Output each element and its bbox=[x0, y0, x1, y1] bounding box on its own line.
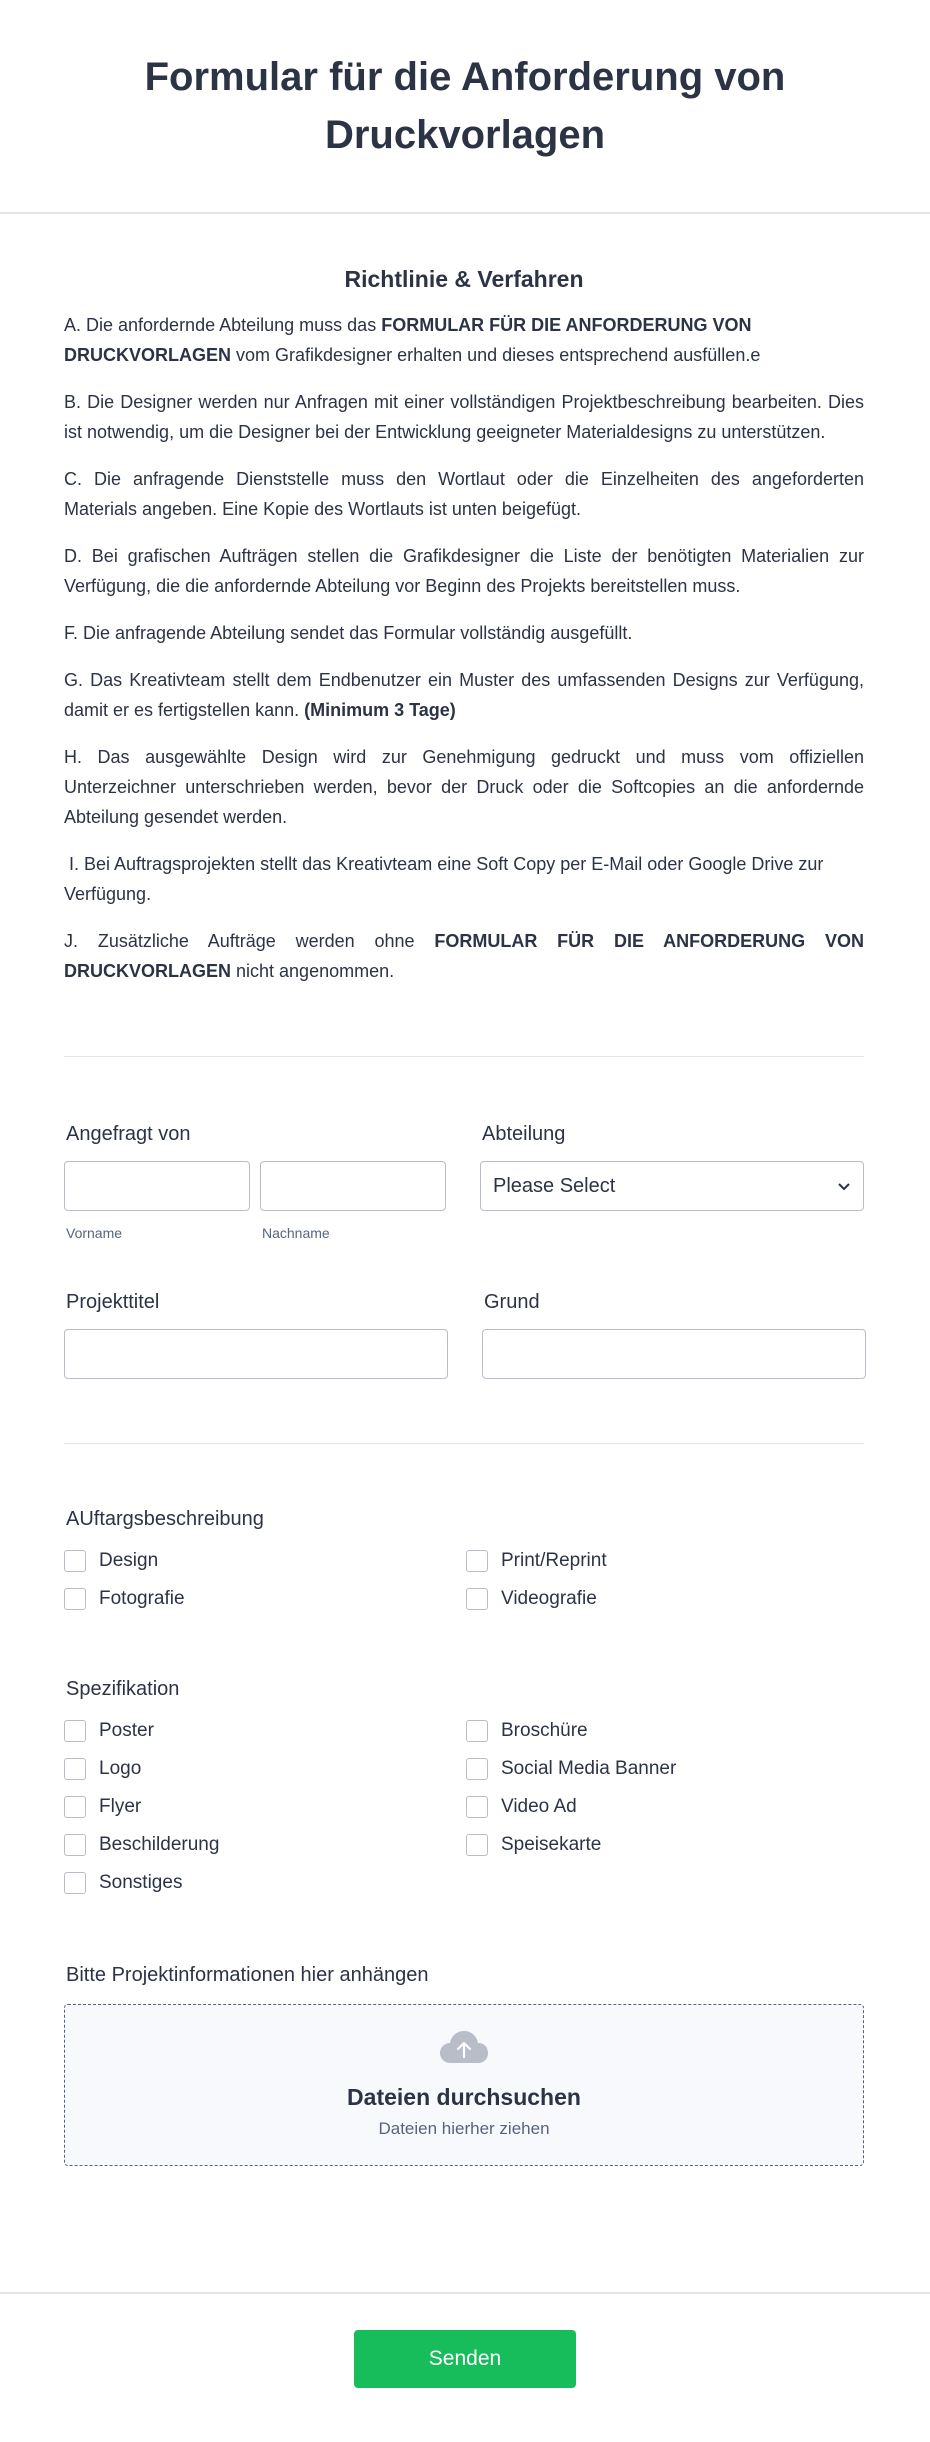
checkbox[interactable] bbox=[466, 1796, 488, 1818]
last-name-group bbox=[260, 1161, 446, 1241]
checkbox-label: Design bbox=[99, 1550, 159, 1571]
policy-a-text: A. Die anfordernde Abteilung muss das bbox=[64, 315, 382, 335]
project-title-label: Projekttitel bbox=[66, 1291, 160, 1313]
checkbox-label: Logo bbox=[99, 1758, 142, 1779]
requested-by-label: Angefragt von bbox=[66, 1123, 191, 1145]
name-inputs bbox=[64, 1161, 446, 1241]
policy-item-f: F. Die anfragende Abteilung sendet das Formular vollständig ausgefüllt. bbox=[64, 623, 633, 643]
checkbox-label: Broschüre bbox=[501, 1720, 588, 1741]
divider bbox=[64, 1056, 864, 1057]
department-selected-value: Please Select bbox=[493, 1174, 616, 1197]
first-name-input[interactable] bbox=[64, 1161, 250, 1211]
checkbox-label: Fotografie bbox=[99, 1588, 185, 1609]
checkbox-option[interactable] bbox=[64, 1788, 466, 1826]
chevron-down-icon bbox=[837, 1175, 851, 1198]
first-name-sublabel: Vorname bbox=[66, 1225, 123, 1241]
department-field bbox=[480, 1121, 864, 1241]
checkbox[interactable] bbox=[64, 1758, 86, 1780]
checkbox-option[interactable] bbox=[466, 1826, 868, 1864]
cloud-upload-icon bbox=[439, 2029, 489, 2070]
specification-options bbox=[64, 1712, 864, 1902]
checkbox-label: Sonstiges bbox=[99, 1872, 183, 1893]
policy-g-bold: (Minimum 3 Tage) bbox=[304, 700, 456, 720]
checkbox[interactable] bbox=[466, 1720, 488, 1742]
specification-label: Spezifikation bbox=[66, 1678, 180, 1700]
checkbox[interactable] bbox=[64, 1550, 86, 1572]
policy-heading: Richtlinie & Verfahren bbox=[344, 266, 584, 292]
checkbox-label: Flyer bbox=[99, 1796, 142, 1817]
reason-field bbox=[482, 1289, 866, 1379]
file-dropzone[interactable] bbox=[64, 2004, 864, 2166]
checkbox-option[interactable] bbox=[64, 1864, 466, 1902]
checkbox-option[interactable] bbox=[64, 1750, 466, 1788]
reason-label: Grund bbox=[484, 1291, 540, 1313]
policy-item-h: H. Das ausgewählte Design wird zur Genehmigung gedruckt und muss vom offiziellen Unterzeichner unterschrieben werden, bevor der Druck oder die Softcopies an die anfordernde Abteilung gesendet werden. bbox=[64, 747, 864, 827]
policy-g-text: G. Das Kreativteam stellt dem Endbenutzer ein Muster des umfassenden Designs zur Verfügung, damit er es fertigstellen kann. bbox=[64, 670, 864, 720]
checkbox-option[interactable] bbox=[466, 1750, 868, 1788]
checkbox-option[interactable] bbox=[466, 1788, 868, 1826]
submit-button[interactable]: Senden bbox=[354, 2330, 576, 2388]
checkbox-label: Video Ad bbox=[501, 1796, 577, 1817]
policy-item-d: D. Bei grafischen Aufträgen stellen die Grafikdesigner die Liste der benötigten Materialien zur Verfügung, die die anfordernde Abteilung vor Beginn des Projekts bereitstellen muss. bbox=[64, 546, 864, 596]
form-header bbox=[0, 0, 930, 214]
checkbox-option[interactable] bbox=[64, 1580, 466, 1618]
checkbox[interactable] bbox=[64, 1720, 86, 1742]
project-title-input[interactable] bbox=[64, 1329, 448, 1379]
browse-files-title[interactable]: Dateien durchsuchen bbox=[347, 2084, 581, 2110]
checkbox[interactable] bbox=[64, 1796, 86, 1818]
policy-item-j bbox=[64, 926, 864, 986]
policy-j-text-end: nicht angenommen. bbox=[231, 961, 395, 981]
checkbox-option[interactable] bbox=[64, 1542, 466, 1580]
policy-item-i: I. Bei Auftragsprojekten stellt das Kreativteam eine Soft Copy per E-Mail oder Google Drive zur Verfügung. bbox=[64, 854, 829, 904]
last-name-sublabel: Nachname bbox=[262, 1225, 330, 1241]
upload-field bbox=[64, 1962, 864, 2166]
policy-a-text-end: vom Grafikdesigner erhalten und dieses entsprechend ausfüllen.e bbox=[231, 345, 761, 365]
order-description-field bbox=[64, 1506, 864, 1618]
checkbox-label: Social Media Banner bbox=[501, 1758, 677, 1779]
last-name-input[interactable] bbox=[260, 1161, 446, 1211]
checkbox[interactable] bbox=[466, 1758, 488, 1780]
policy-item-g bbox=[64, 665, 864, 725]
checkbox-option[interactable] bbox=[64, 1712, 466, 1750]
policy-item-a bbox=[64, 310, 864, 370]
policy-j-bold: FORMULAR FÜR DIE ANFORDERUNG VON DRUCKVORLAGEN bbox=[64, 931, 864, 981]
drag-files-hint: Dateien hierher ziehen bbox=[378, 2119, 550, 2138]
divider bbox=[64, 1443, 864, 1444]
checkbox-label: Beschilderung bbox=[99, 1834, 220, 1855]
policy-j-text: J. Zusätzliche Aufträge werden ohne bbox=[64, 931, 435, 951]
reason-input[interactable] bbox=[482, 1329, 866, 1379]
department-select[interactable] bbox=[480, 1161, 864, 1211]
checkbox-option[interactable] bbox=[466, 1580, 868, 1618]
checkbox-label: Speisekarte bbox=[501, 1834, 602, 1855]
form-content bbox=[0, 264, 930, 2166]
checkbox-option[interactable] bbox=[64, 1826, 466, 1864]
checkbox[interactable] bbox=[466, 1588, 488, 1610]
requested-by-field bbox=[64, 1121, 446, 1241]
project-title-field bbox=[64, 1289, 448, 1379]
department-label: Abteilung bbox=[482, 1123, 566, 1145]
upload-label: Bitte Projektinformationen hier anhängen bbox=[66, 1964, 429, 1986]
first-name-group bbox=[64, 1161, 250, 1241]
checkbox[interactable] bbox=[466, 1834, 488, 1856]
checkbox-label: Videografie bbox=[501, 1588, 597, 1609]
checkbox[interactable] bbox=[64, 1588, 86, 1610]
policy-a-bold: FORMULAR FÜR DIE ANFORDERUNG VON DRUCKVORLAGEN bbox=[64, 315, 752, 365]
policy-item-c: C. Die anfragende Dienststelle muss den Wortlaut oder die Einzelheiten des angeforderten Materials angeben. Eine Kopie des Wortlauts ist unten beigefügt. bbox=[64, 469, 864, 519]
checkbox[interactable] bbox=[64, 1834, 86, 1856]
checkbox-label: Poster bbox=[99, 1720, 154, 1741]
order-description-options bbox=[64, 1542, 864, 1618]
requester-row bbox=[64, 1121, 864, 1241]
specification-field bbox=[64, 1676, 864, 1902]
form-footer bbox=[0, 2292, 930, 2442]
checkbox-option[interactable] bbox=[466, 1712, 868, 1750]
checkbox[interactable] bbox=[64, 1872, 86, 1894]
policy-item-b: B. Die Designer werden nur Anfragen mit einer vollständigen Projektbeschreibung bearbeiten. Dies ist notwendig, um die Designer bei der Entwicklung geeigneter Materialdesigns zu unterstützen. bbox=[64, 392, 864, 442]
page-title: Formular für die Anforderung von Druckvorlagen bbox=[144, 55, 786, 157]
checkbox[interactable] bbox=[466, 1550, 488, 1572]
project-row bbox=[64, 1289, 864, 1379]
checkbox-option[interactable] bbox=[466, 1542, 868, 1580]
checkbox-label: Print/Reprint bbox=[501, 1550, 607, 1571]
order-description-label: AUftargsbeschreibung bbox=[66, 1508, 264, 1530]
policy-text bbox=[64, 310, 864, 986]
